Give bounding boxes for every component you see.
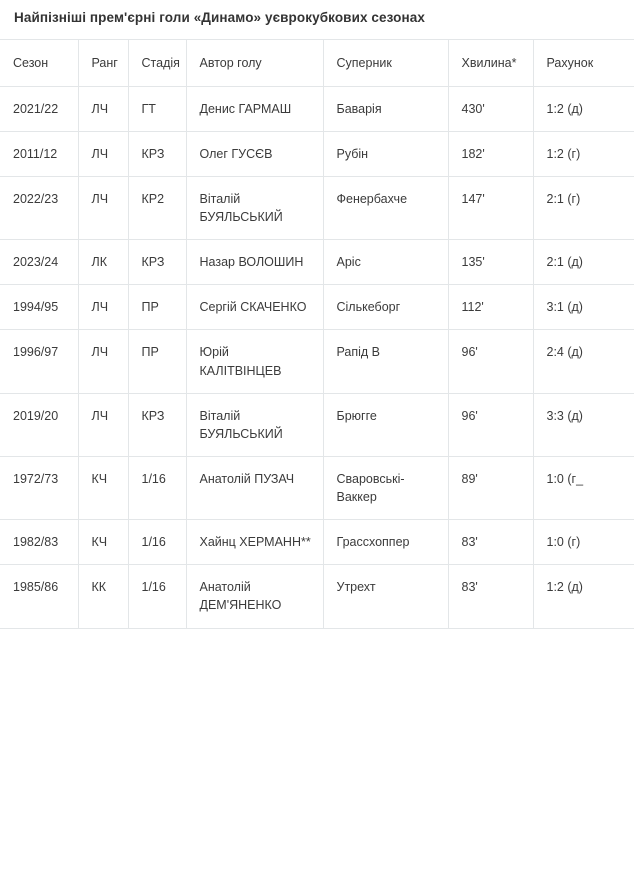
column-header-rank: Ранг — [78, 39, 128, 86]
cell-minute: 430' — [448, 86, 533, 131]
cell-season: 2023/24 — [0, 240, 78, 285]
cell-opponent: Аріс — [323, 240, 448, 285]
cell-minute: 112' — [448, 285, 533, 330]
cell-minute: 96' — [448, 393, 533, 456]
table-row — [0, 86, 634, 131]
cell-minute: 96' — [448, 330, 533, 393]
cell-stage: КРЗ — [128, 393, 186, 456]
cell-rank: КЧ — [78, 520, 128, 565]
table-row — [0, 393, 634, 456]
cell-author: Олег ГУСЄВ — [186, 131, 323, 176]
cell-season: 1972/73 — [0, 456, 78, 519]
cell-stage: КРЗ — [128, 240, 186, 285]
cell-stage: ГТ — [128, 86, 186, 131]
cell-score: 1:2 (д) — [533, 565, 634, 628]
cell-score: 2:4 (д) — [533, 330, 634, 393]
latest-debut-goals-table — [0, 39, 634, 629]
cell-rank: КК — [78, 565, 128, 628]
column-header-season: Сезон — [0, 39, 78, 86]
cell-author: Денис ГАРМАШ — [186, 86, 323, 131]
cell-minute: 83' — [448, 520, 533, 565]
column-header-opponent: Суперник — [323, 39, 448, 86]
cell-rank: ЛЧ — [78, 176, 128, 239]
cell-season: 2022/23 — [0, 176, 78, 239]
cell-rank: ЛЧ — [78, 86, 128, 131]
cell-opponent: Утрехт — [323, 565, 448, 628]
cell-season: 1994/95 — [0, 285, 78, 330]
cell-opponent: Фенербахче — [323, 176, 448, 239]
cell-author: Віталій БУЯЛЬСЬКИЙ — [186, 176, 323, 239]
cell-opponent: Брюгге — [323, 393, 448, 456]
column-header-minute: Хвилина* — [448, 39, 533, 86]
cell-season: 2019/20 — [0, 393, 78, 456]
cell-score: 3:3 (д) — [533, 393, 634, 456]
table-row — [0, 330, 634, 393]
cell-stage: 1/16 — [128, 520, 186, 565]
cell-rank: ЛЧ — [78, 285, 128, 330]
cell-score: 1:0 (г) — [533, 520, 634, 565]
cell-rank: КЧ — [78, 456, 128, 519]
cell-season: 1985/86 — [0, 565, 78, 628]
table-row — [0, 285, 634, 330]
cell-stage: ПР — [128, 285, 186, 330]
column-header-author: Автор голу — [186, 39, 323, 86]
cell-score: 1:0 (г_ — [533, 456, 634, 519]
cell-stage: КР2 — [128, 176, 186, 239]
cell-score: 2:1 (г) — [533, 176, 634, 239]
cell-score: 3:1 (д) — [533, 285, 634, 330]
cell-rank: ЛЧ — [78, 131, 128, 176]
cell-season: 1982/83 — [0, 520, 78, 565]
table-row — [0, 456, 634, 519]
column-header-score: Рахунок — [533, 39, 634, 86]
page-title: Найпізніші прем'єрні голи «Динамо» уєврокубкових сезонах — [14, 10, 425, 25]
cell-stage: 1/16 — [128, 565, 186, 628]
cell-rank: ЛЧ — [78, 330, 128, 393]
cell-season: 2021/22 — [0, 86, 78, 131]
cell-author: Назар ВОЛОШИН — [186, 240, 323, 285]
cell-minute: 89' — [448, 456, 533, 519]
cell-score: 1:2 (г) — [533, 131, 634, 176]
cell-score: 2:1 (д) — [533, 240, 634, 285]
cell-rank: ЛЧ — [78, 393, 128, 456]
cell-minute: 147' — [448, 176, 533, 239]
table-row — [0, 176, 634, 239]
table-header-row — [0, 39, 634, 86]
cell-opponent: Сількеборг — [323, 285, 448, 330]
cell-stage: КРЗ — [128, 131, 186, 176]
cell-minute: 83' — [448, 565, 533, 628]
cell-stage: 1/16 — [128, 456, 186, 519]
column-header-stage: Стадія — [128, 39, 186, 86]
cell-opponent: Рубін — [323, 131, 448, 176]
table-row — [0, 240, 634, 285]
cell-author: Анатолій ДЕМ'ЯНЕНКО — [186, 565, 323, 628]
cell-author: Анатолій ПУЗАЧ — [186, 456, 323, 519]
cell-minute: 135' — [448, 240, 533, 285]
table-body — [0, 86, 634, 628]
cell-rank: ЛК — [78, 240, 128, 285]
cell-author: Юрій КАЛІТВІНЦЕВ — [186, 330, 323, 393]
cell-opponent: Рапід В — [323, 330, 448, 393]
table-header — [0, 39, 634, 86]
cell-season: 2011/12 — [0, 131, 78, 176]
cell-opponent: Баварія — [323, 86, 448, 131]
cell-season: 1996/97 — [0, 330, 78, 393]
table-row — [0, 520, 634, 565]
cell-score: 1:2 (д) — [533, 86, 634, 131]
cell-opponent: Сваровські-Ваккер — [323, 456, 448, 519]
table-row — [0, 565, 634, 628]
cell-author: Сергій СКАЧЕНКО — [186, 285, 323, 330]
cell-minute: 182' — [448, 131, 533, 176]
cell-author: Віталій БУЯЛЬСЬКИЙ — [186, 393, 323, 456]
cell-author: Хайнц ХЕРМАНН** — [186, 520, 323, 565]
table-row — [0, 131, 634, 176]
cell-stage: ПР — [128, 330, 186, 393]
cell-opponent: Грассхоппер — [323, 520, 448, 565]
